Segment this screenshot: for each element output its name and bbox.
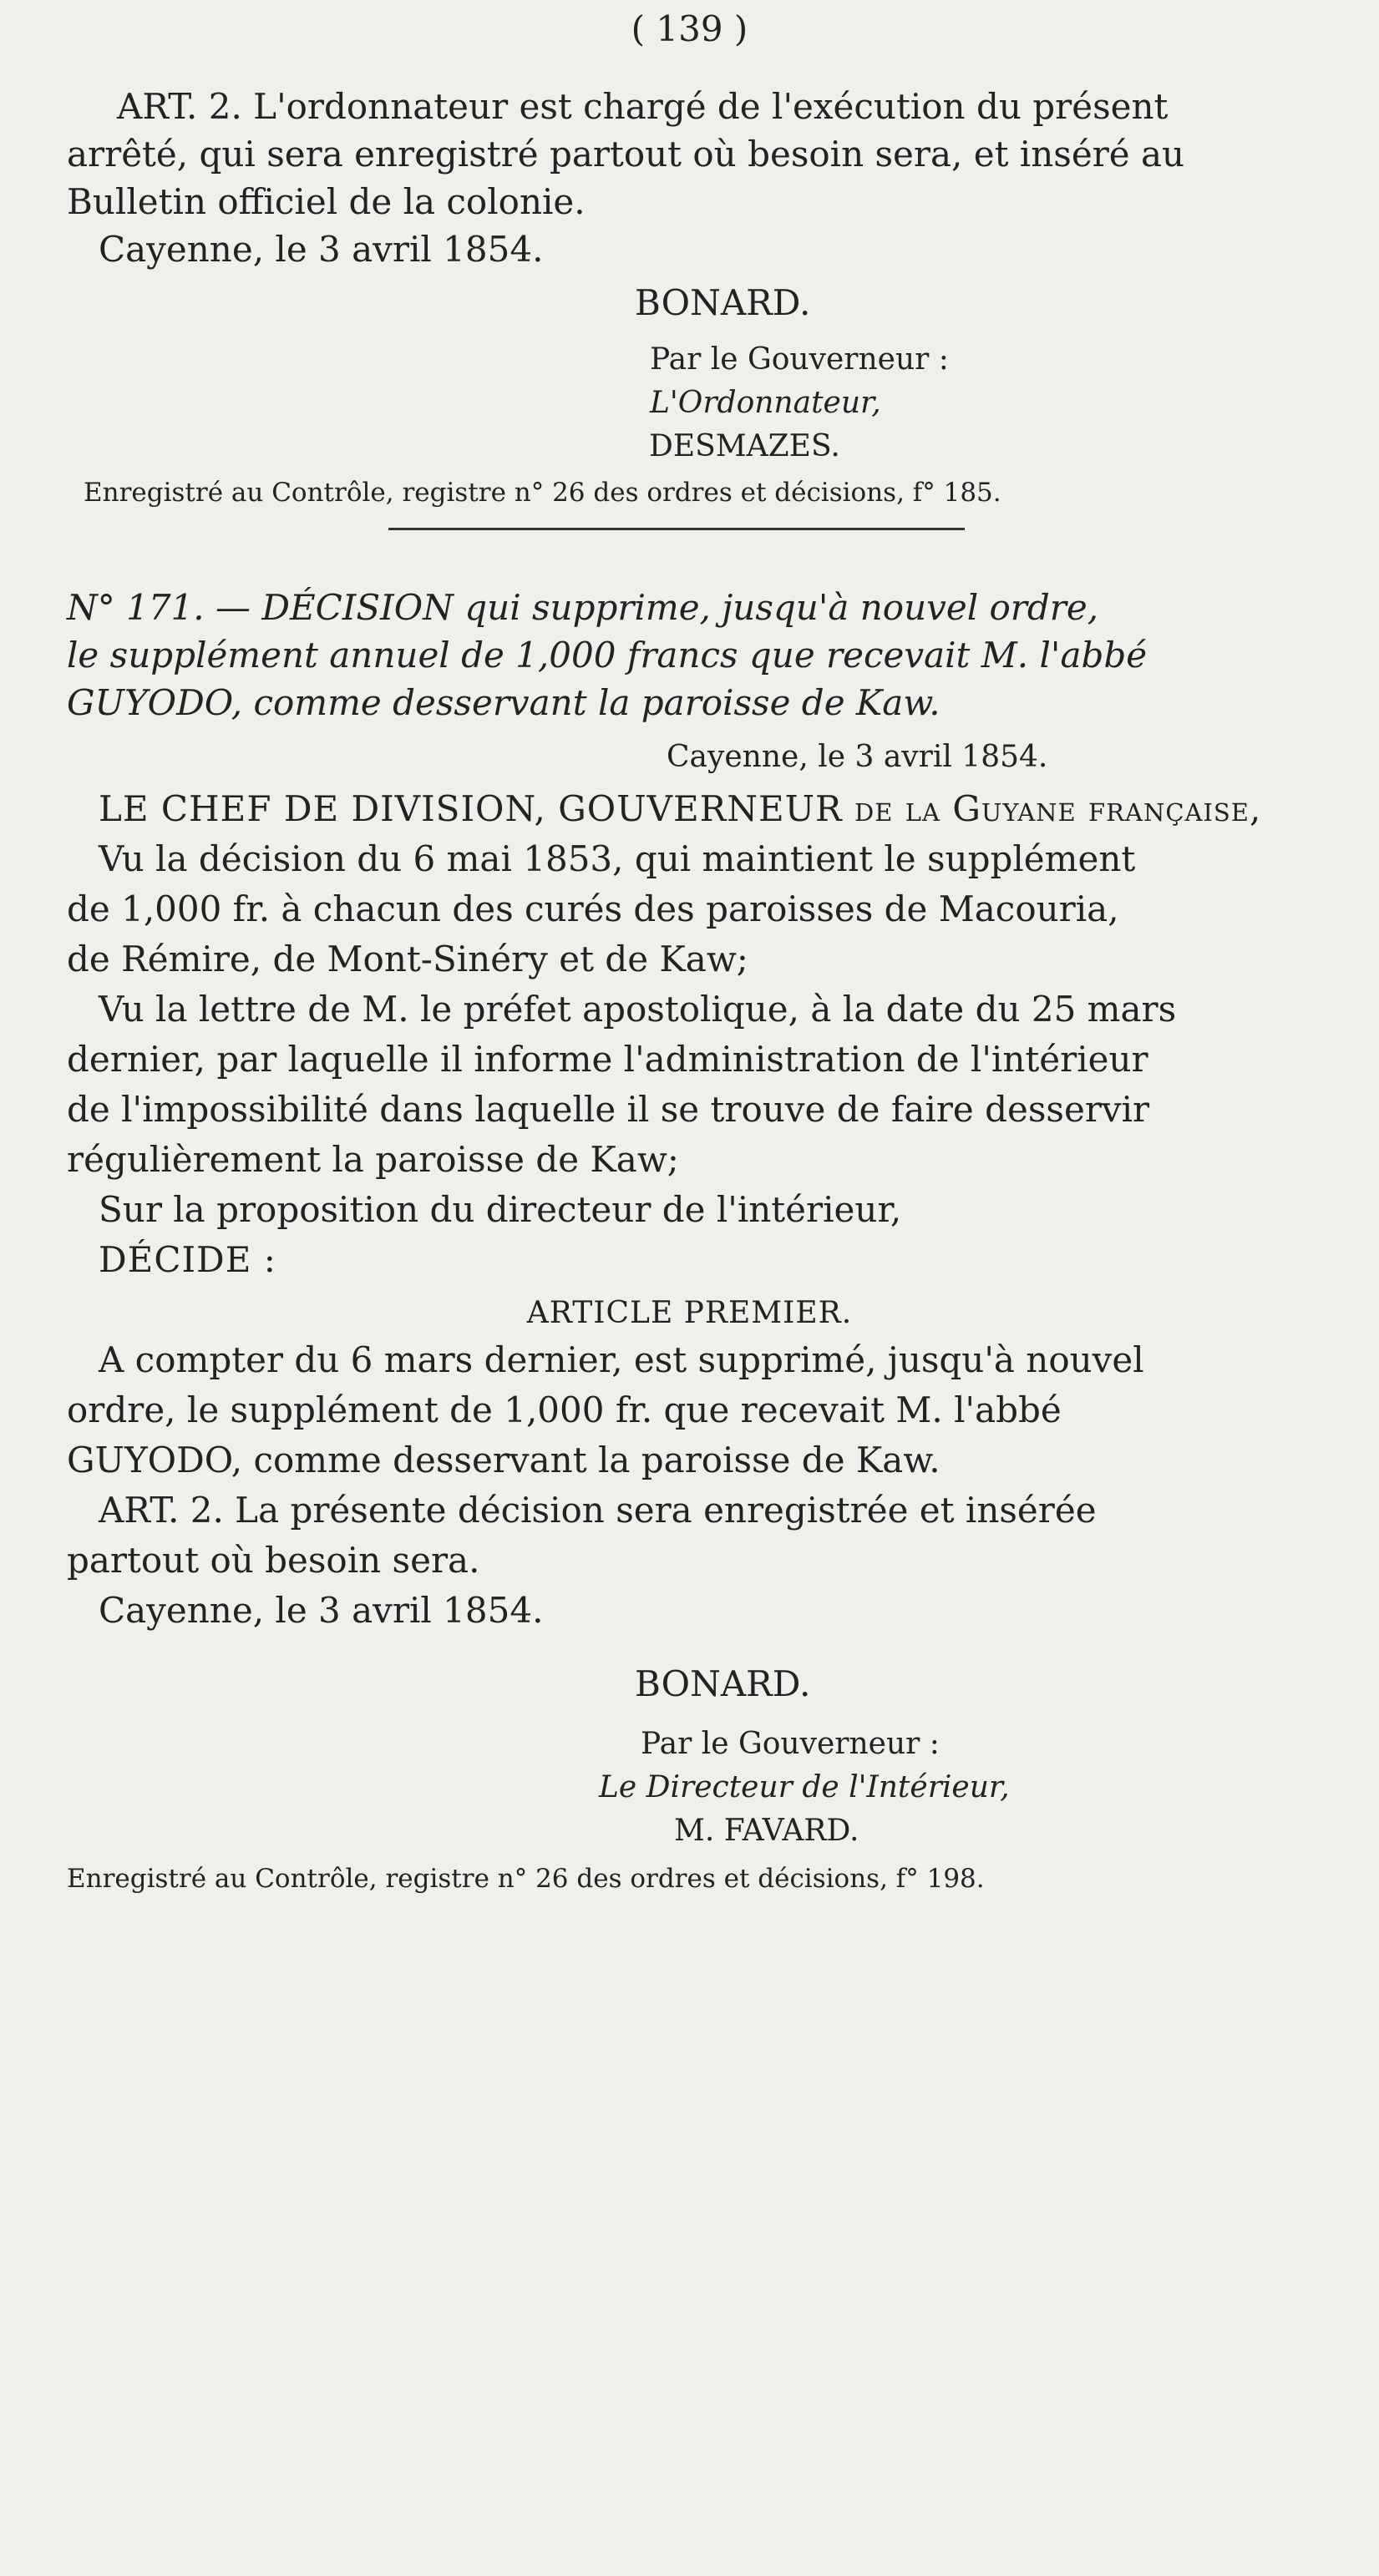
role-title: L'Ordonnateur, [650,386,881,420]
article-line-2: ordre, le supplément de 1,000 fr. que recevait M. l'abbé [67,1389,1062,1430]
preamble-line-3: de 1,000 fr. à chacun des curés des paroisses de Macouria, [67,888,1119,929]
countersign: DESMAZES. [649,429,840,463]
place-date: Cayenne, le 3 avril 1854. [667,740,1048,774]
preamble-line-6: dernier, par laquelle il informe l'administration de l'intérieur [67,1039,1148,1080]
date-line: Cayenne, le 3 avril 1854. [99,229,544,270]
decide-heading: DÉCIDE : [99,1239,276,1280]
preamble-line-4: de Rémire, de Mont-Sinéry et de Kaw; [67,939,748,979]
date-line-2: Cayenne, le 3 avril 1854. [99,1590,544,1631]
article-line-1: A compter du 6 mars dernier, est supprimé, jusqu'à nouvel [99,1339,1144,1380]
by-governor: Par le Gouverneur : [650,342,949,377]
decision-title-line-1: N° 171. — DÉCISION qui supprime, jusqu'à nouvel ordre, [67,587,1099,628]
article-line-5: partout où besoin sera. [67,1540,480,1581]
signature-2: BONARD. [635,1663,811,1704]
decision-title-line-3: GUYODO, comme desservant la paroisse de Kaw. [67,682,940,723]
registration-note: Enregistré au Contrôle, registre n° 26 des ordres et décisions, f° 185. [84,478,1001,508]
registration-note-2: Enregistré au Contrôle, registre n° 26 des ordres et décisions, f° 198. [67,1864,985,1894]
preamble-line-5: Vu la lettre de M. le préfet apostolique, à la date du 25 mars [99,989,1177,1030]
article-line-4: ART. 2. La présente décision sera enregistrée et insérée [99,1490,1097,1531]
page-number: ( 139 ) [631,8,748,49]
article-heading: ARTICLE PREMIER. [526,1296,853,1330]
preamble-line-2: Vu la décision du 6 mai 1853, qui maintient le supplément [99,838,1136,879]
art2-line-2: arrêté, qui sera enregistré partout où besoin sera, et inséré au [67,134,1185,175]
signature: BONARD. [635,282,811,323]
decision-title-line-2: le supplément annuel de 1,000 francs que recevait M. l'abbé [67,635,1148,676]
art2-line-3: Bulletin officiel de la colonie. [67,181,586,222]
role-title-2: Le Directeur de l'Intérieur, [599,1770,1010,1804]
preamble-line-9: Sur la proposition du directeur de l'intérieur, [99,1189,902,1230]
preamble-line-1: LE CHEF DE DIVISION, GOUVERNEUR de la Guyane française, [99,788,1262,829]
by-governor-2: Par le Gouverneur : [641,1727,940,1761]
article-line-3: GUYODO, comme desservant la paroisse de Kaw. [67,1440,940,1480]
art2-line-1: ART. 2. L'ordonnateur est chargé de l'exécution du présent [117,86,1169,127]
countersign-2: M. FAVARD. [674,1814,859,1848]
preamble-line-7: de l'impossibilité dans laquelle il se trouve de faire desservir [67,1089,1150,1130]
preamble-line-8: régulièrement la paroisse de Kaw; [67,1139,679,1180]
section-divider [388,528,965,530]
